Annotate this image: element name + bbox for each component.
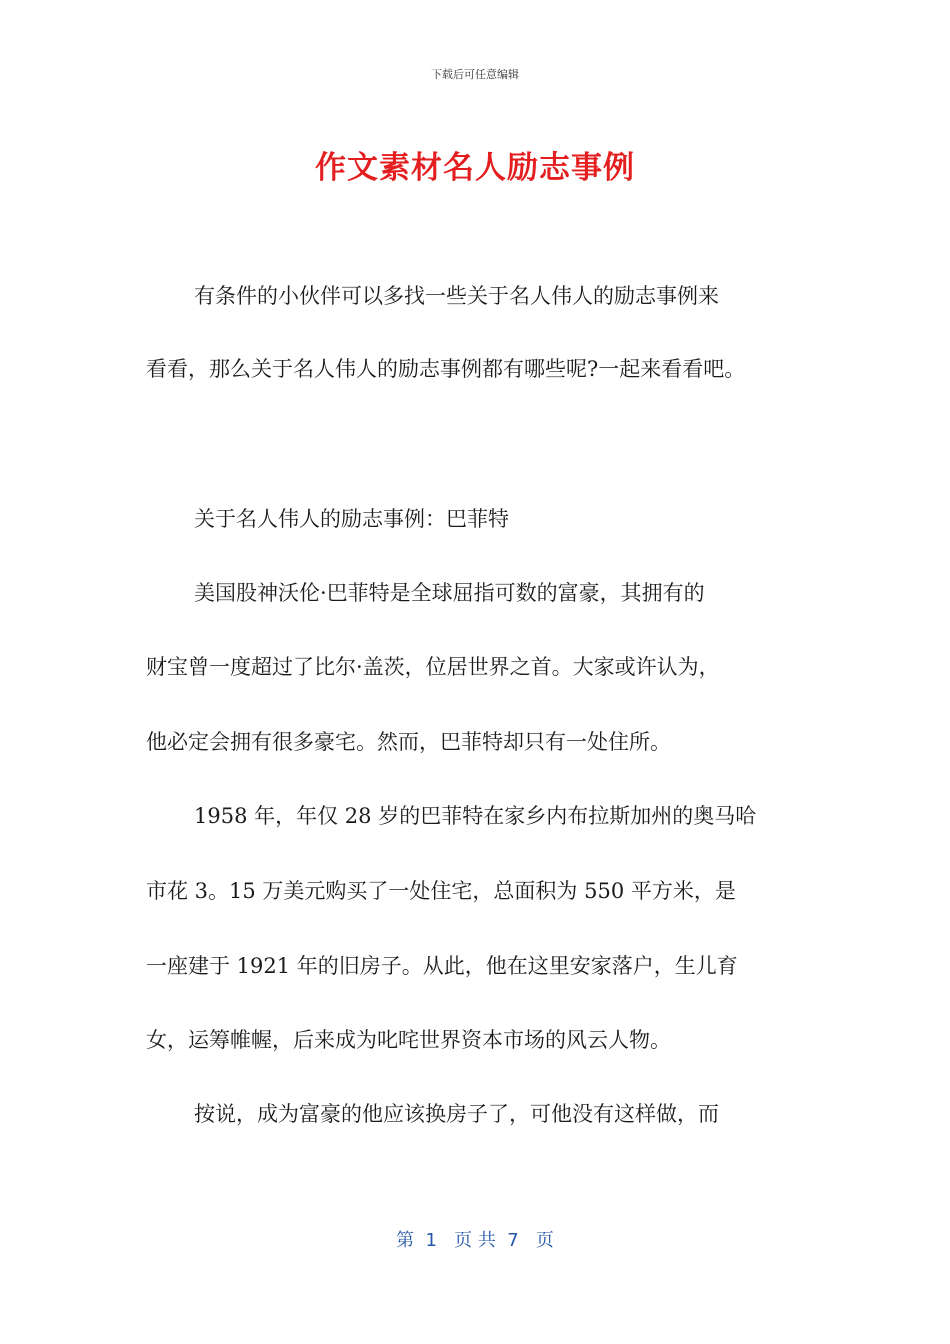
section-heading: 关于名人伟人的励志事例：巴菲特 <box>194 507 509 531</box>
paragraph-line: 财宝曾一度超过了比尔·盖茨，位居世界之首。大家或许认为， <box>146 655 720 679</box>
paragraph-line: 一座建于 1921 年的旧房子。从此，他在这里安家落户，生儿育 <box>146 954 738 978</box>
paragraph-line: 市花 3。15 万美元购买了一处住宅，总面积为 550 平方米，是 <box>146 879 736 903</box>
paragraph-line: 按说，成为富豪的他应该换房子了，可他没有这样做，而 <box>194 1102 719 1126</box>
paragraph-line: 有条件的小伙伴可以多找一些关于名人伟人的励志事例来 <box>194 284 719 308</box>
header-note: 下载后可任意编辑 <box>431 68 519 81</box>
page-number-footer: 第 1 页 共 7 页 <box>396 1230 554 1251</box>
document-title: 作文素材名人励志事例 <box>315 150 635 186</box>
paragraph-line: 女，运筹帷幄，后来成为叱咤世界资本市场的风云人物。 <box>146 1028 671 1052</box>
paragraph-line: 1958 年，年仅 28 岁的巴菲特在家乡内布拉斯加州的奥马哈 <box>194 804 757 828</box>
paragraph-line: 美国股神沃伦·巴菲特是全球屈指可数的富豪，其拥有的 <box>194 581 705 605</box>
paragraph-line: 他必定会拥有很多豪宅。然而，巴菲特却只有一处住所。 <box>146 730 671 754</box>
paragraph-line: 看看，那么关于名人伟人的励志事例都有哪些呢?一起来看看吧。 <box>146 357 746 381</box>
